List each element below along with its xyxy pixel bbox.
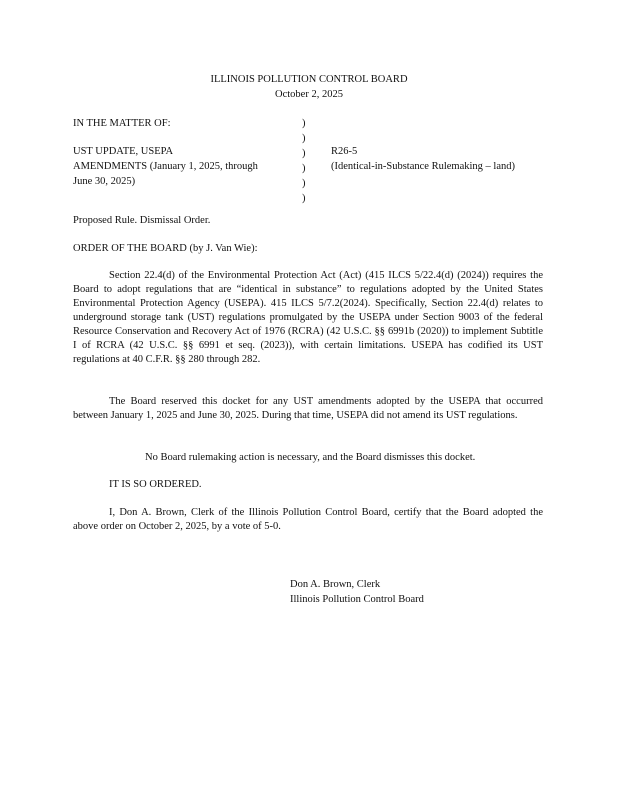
order-type: Proposed Rule. Dismissal Order. (73, 215, 211, 226)
paragraph-docket-reserved: The Board reserved this docket for any UST amendments adopted by the USEPA that occurred between January 1, 2025 and June 30, 2025. During that time, USEPA did not amend its UST regulations. (73, 396, 543, 421)
paragraph-statutory-background: Section 22.4(d) of the Environmental Protection Act (Act) (415 ILCS 5/22.4(d) (2024)) requires the Board to adopt regulations that are “identical in substance” to regulations adopted by the United States Environmental Protection Agency (USEPA). 415 ILCS 5/7.2(2024). Specifically, Section 22.4(d) relates to underground storage tank (UST) regulations promulgated by the USEPA under Section 9003 of the federal Resource Conservation and Recovery Act of 1976 (RCRA) (42 U.S.C. §§ 6991b (2020)) to implement Subtitle I of RCRA (42 U.S.C. §§ 6991 et seq. (2023)), with certain limitations. USEPA has codified its UST regulations at 40 C.F.R. §§ 280 through 282. (73, 270, 543, 365)
order-by-line: ORDER OF THE BOARD (by J. Van Wie): (73, 243, 258, 254)
caption-title-line3: June 30, 2025) (73, 176, 136, 187)
signature-name: Don A. Brown, Clerk (290, 579, 381, 590)
paragraph-clerk-certification: I, Don A. Brown, Clerk of the Illinois Pollution Control Board, certify that the Board adopted the above order on October 2, 2025, by a vote of 5-0. (73, 507, 543, 532)
docket-number: R26-5 (331, 146, 358, 157)
paragraph-dismissal: No Board rulemaking action is necessary, and the Board dismisses this docket. (145, 452, 476, 463)
caption-paren: ) (302, 163, 306, 174)
so-ordered: IT IS SO ORDERED. (109, 479, 202, 490)
caption-paren: ) (302, 133, 306, 144)
in-the-matter-label: IN THE MATTER OF: (73, 118, 171, 129)
docket-type: (Identical-in-Substance Rulemaking – land) (331, 161, 515, 172)
agency-title: ILLINOIS POLLUTION CONTROL BOARD (210, 74, 408, 85)
caption-paren-column (302, 117, 312, 207)
order-date: October 2, 2025 (275, 89, 343, 100)
caption-title-line1: UST UPDATE, USEPA (73, 146, 174, 157)
caption-title-line2: AMENDMENTS (January 1, 2025, through (73, 161, 258, 172)
caption-paren: ) (302, 193, 306, 204)
caption-paren: ) (302, 178, 306, 189)
caption-paren: ) (302, 148, 306, 159)
caption-paren: ) (302, 118, 306, 129)
signature-organization: Illinois Pollution Control Board (290, 594, 424, 605)
